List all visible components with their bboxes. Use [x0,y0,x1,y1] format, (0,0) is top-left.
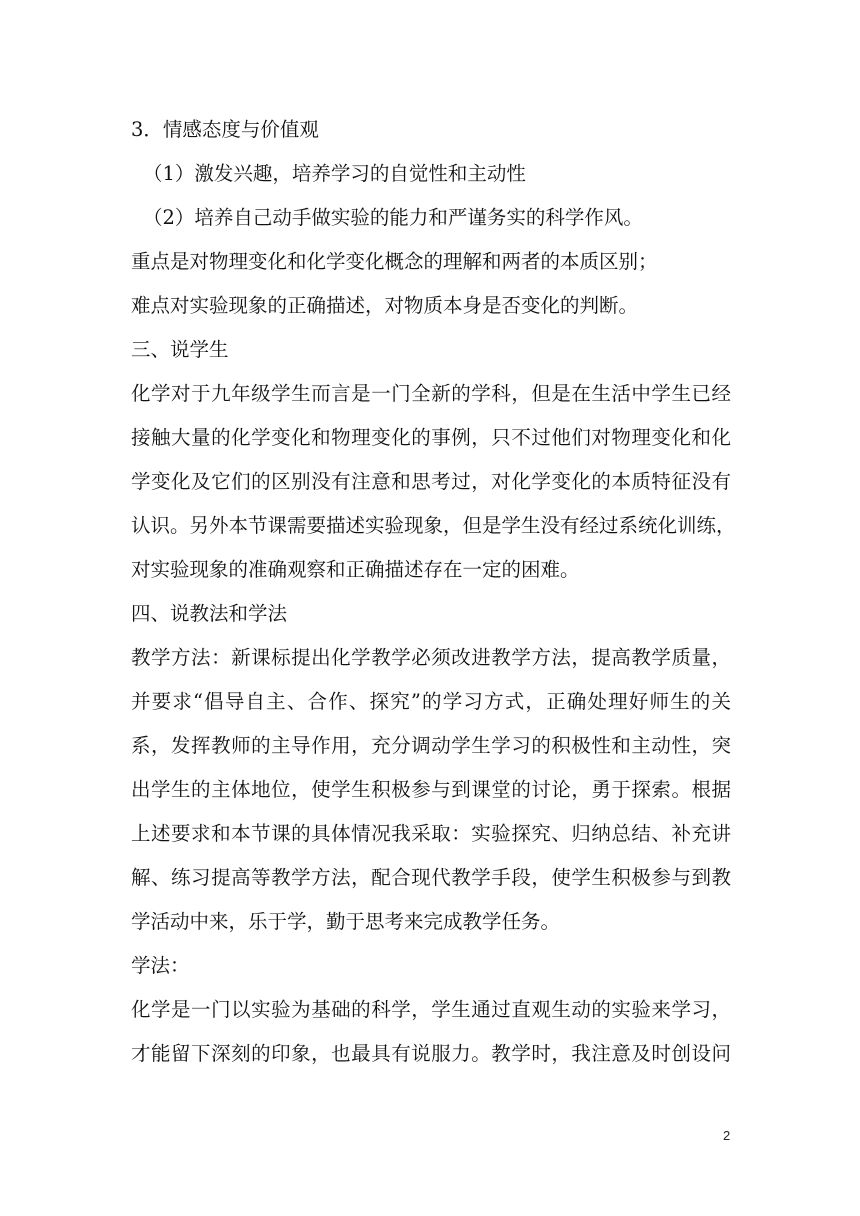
paragraph-line: 化学是一门以实验为基础的科学，学生通过直观生动的实验来学习， [131,998,731,1021]
paragraph-line: 认识。另外本节课需要描述实验现象，但是学生没有经过系统化训练， [131,514,736,537]
paragraph-line: 接触大量的化学变化和物理变化的事例，只不过他们对物理变化和化 [131,426,731,449]
list-item: （2）培养自己动手做实验的能力和严谨务实的科学作风。 [143,206,643,229]
paragraph-line: 才能留下深刻的印象，也最具有说服力。教学时，我注意及时创设问 [131,1042,731,1065]
page-number: 2 [723,1128,731,1143]
subheading-learning-method: 学法： [131,954,190,977]
section-heading-attitudes: 3．情感态度与价值观 [131,118,319,141]
paragraph-line: 学变化及它们的区别没有注意和思考过，对化学变化的本质特征没有 [131,470,731,493]
section-heading-methods: 四、说教法和学法 [131,602,288,625]
paragraph-line: 解、练习提高等教学方法，配合现代教学手段，使学生积极参与到教 [131,866,731,889]
paragraph-line: 教学方法：新课标提出化学教学必须改进教学方法，提高教学质量， [131,646,731,669]
section-heading-students: 三、说学生 [131,338,229,361]
paragraph-line: 系，发挥教师的主导作用，充分调动学生学习的积极性和主动性，突 [131,734,731,757]
paragraph-line: 对实验现象的准确观察和正确描述存在一定的困难。 [131,558,580,581]
paragraph-line: 上述要求和本节课的具体情况我采取：实验探究、归纳总结、补充讲 [131,822,731,845]
list-item: （1）激发兴趣，培养学习的自觉性和主动性 [143,162,526,185]
key-point-text: 重点是对物理变化和化学变化概念的理解和两者的本质区别； [131,250,658,273]
difficulty-text: 难点对实验现象的正确描述，对物质本身是否变化的判断。 [131,294,639,317]
paragraph-line: 出学生的主体地位，使学生积极参与到课堂的讨论，勇于探索。根据 [131,778,731,801]
paragraph-line: 学活动中来，乐于学，勤于思考来完成教学任务。 [131,910,561,933]
document-body [131,108,736,1076]
paragraph-line: 并要求“倡导自主、合作、探究”的学习方式，正确处理好师生的关 [131,690,731,713]
paragraph-line: 化学对于九年级学生而言是一门全新的学科，但是在生活中学生已经 [131,382,731,405]
